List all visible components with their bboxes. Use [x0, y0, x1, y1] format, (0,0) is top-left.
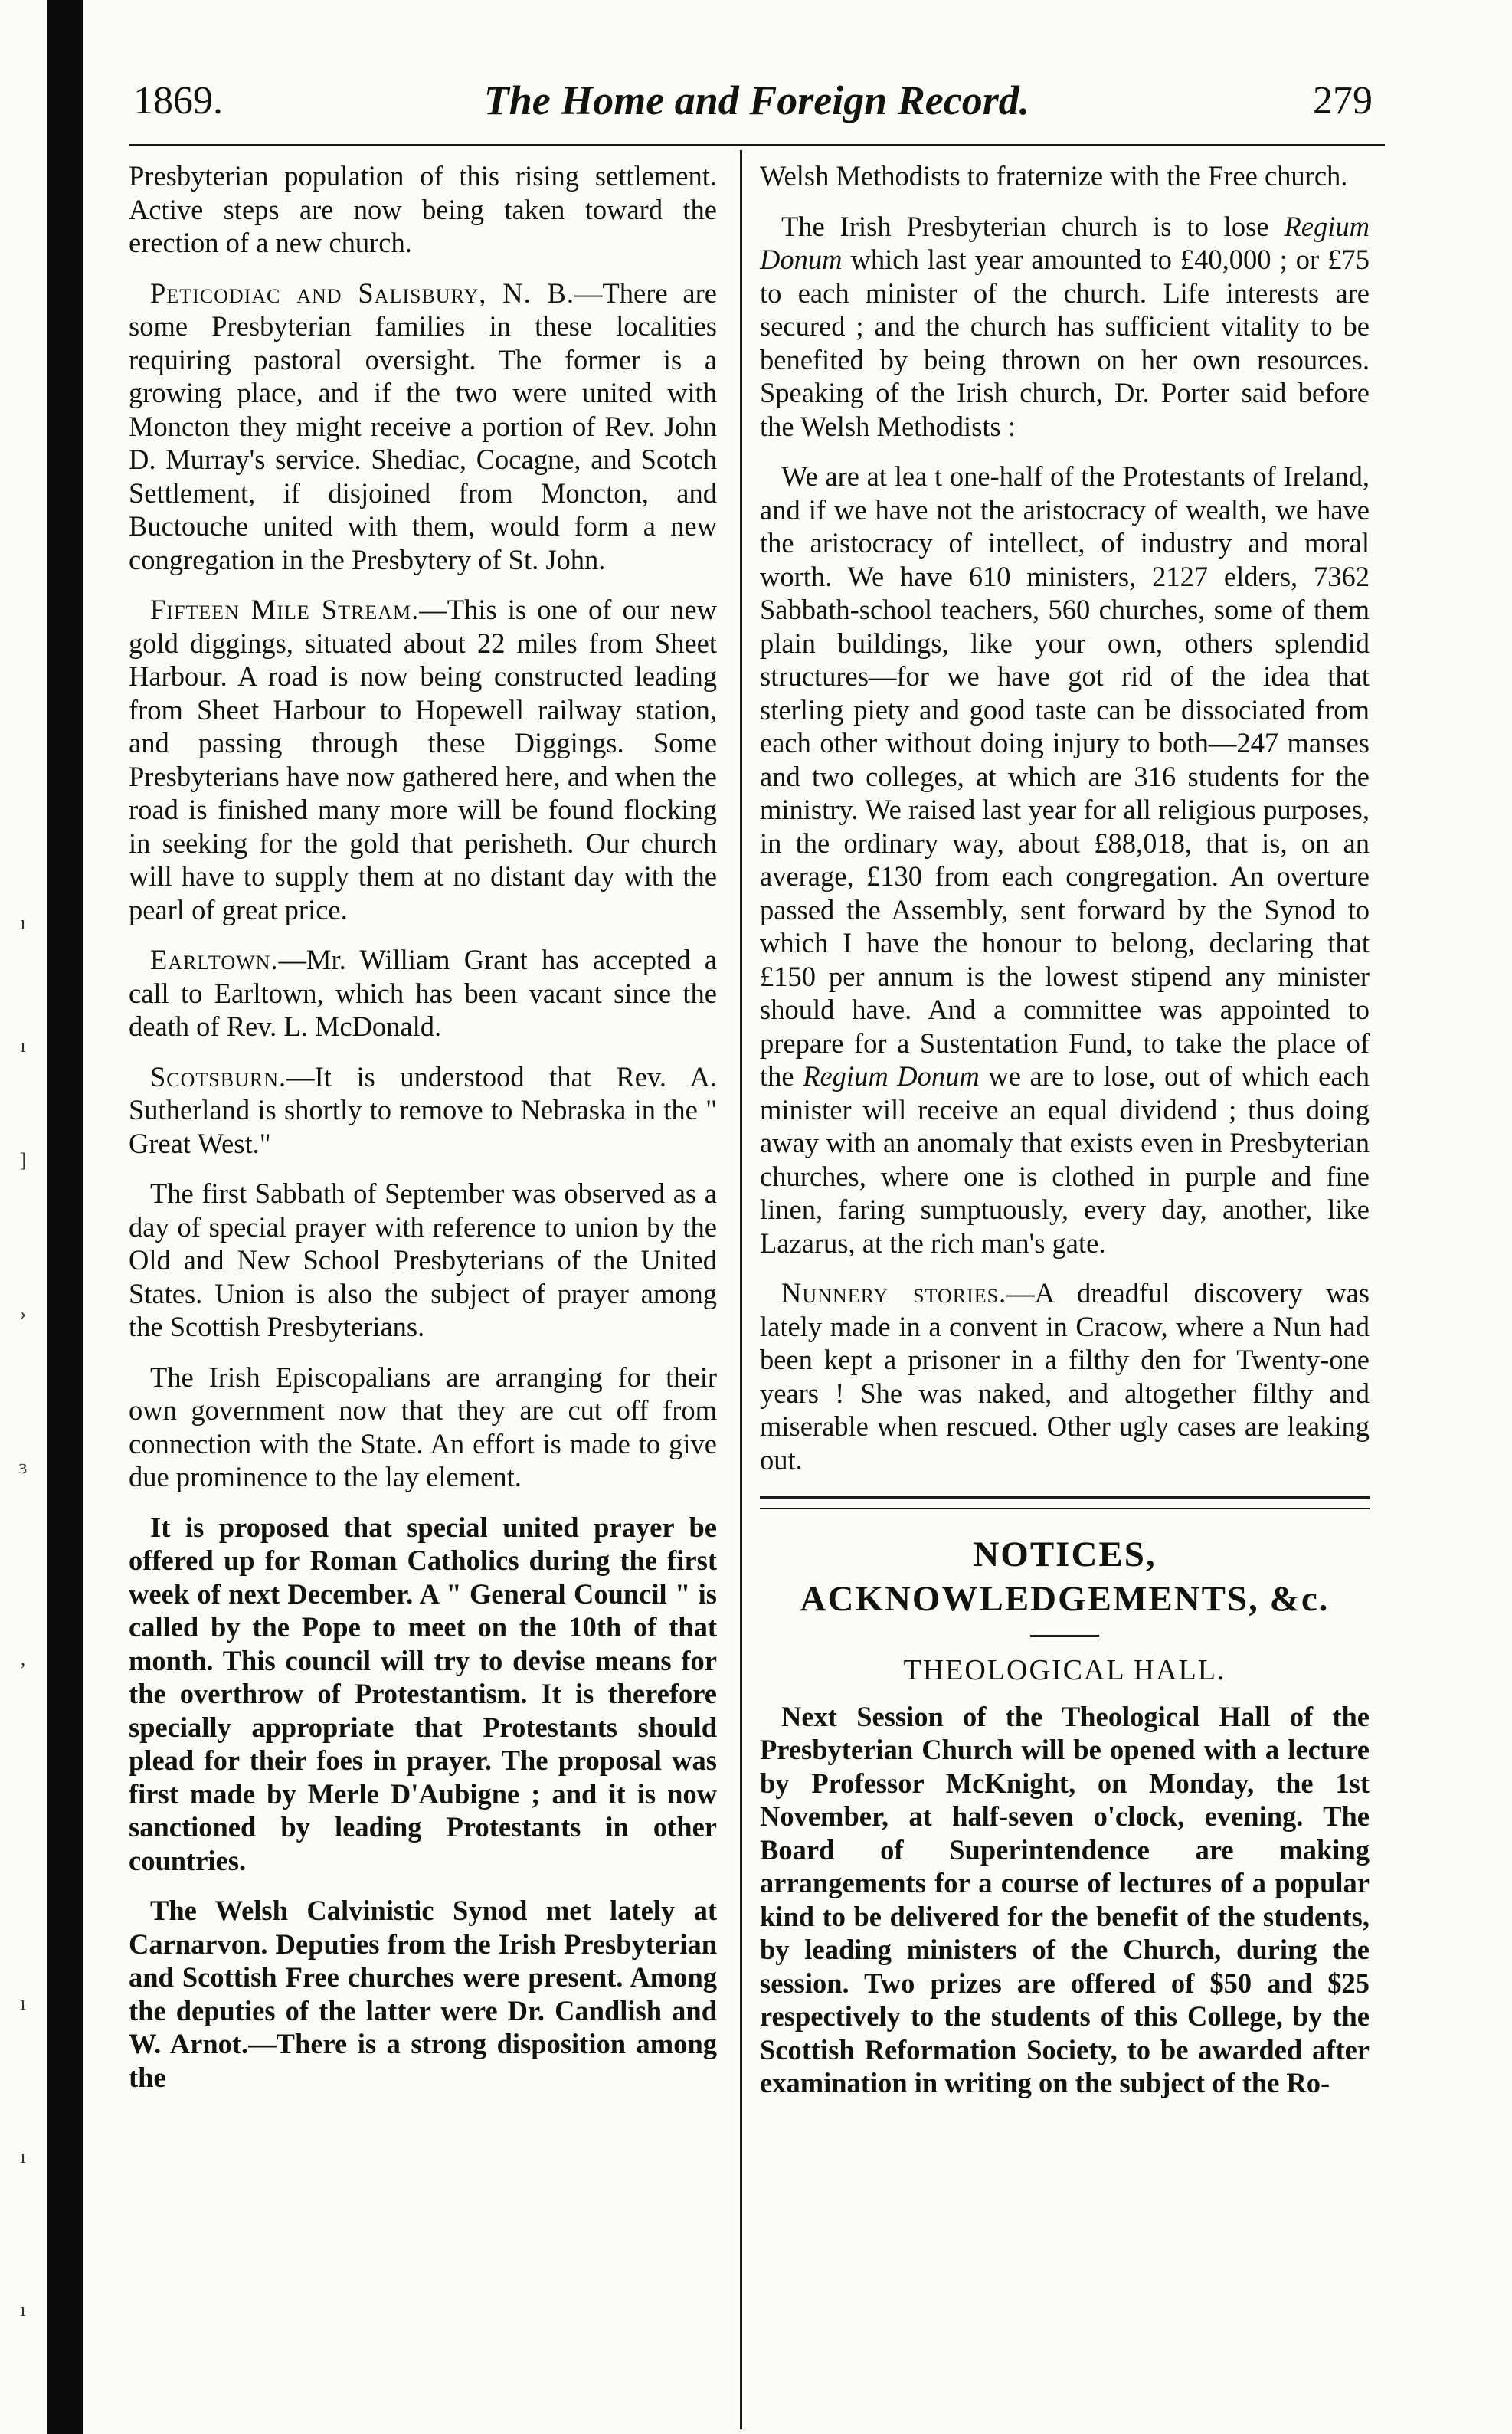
- paragraph-text: —This is one of our new gold diggings, situated about 22 miles from Sheet Harbour. A road is now being constructed leading from Sheet Harbour to Hopewell railway station, and passing through these Diggings. Some Presbyterians have now gathered here, and when the road is finished many more will be found flocking in seeking for the gold that perisheth. Our church will have to supply them at no distant day with the pearl of great price.: [129, 594, 717, 925]
- right-column: [760, 159, 1370, 2117]
- paragraph-text: —There are some Presbyterian families in these localities requiring pastoral oversight. The former is a growing place, and if the two were united with Moncton they might receive a portion of Rev. John D. Murray's service. Shediac, Cocagne, and Scotch Settlement, if disjoined from Moncton, and Buctouche united with them, would form a new congregation in the Presbytery of St. John.: [129, 277, 717, 575]
- section-heading: Scotsburn.: [150, 1060, 287, 1093]
- article-paragraph: The Welsh Calvinistic Synod met lately at Carnarvon. Deputies from the Irish Presbyterian and Scottish Free churches were present. Among the deputies of the latter were Dr. Candlish and W. Arnot.—There is a strong disposition among the: [129, 1895, 717, 2093]
- header-year: 1869.: [133, 79, 223, 123]
- paragraph-text: which last year amounted to £40,000 ; or £75 to each minister of the church. Life interests are secured ; and the church has sufficient vitality to be benefited by being thrown on her own resources. Speaking of the Irish church, Dr. Porter said before the Welsh Methodists :: [760, 244, 1370, 442]
- notices-heading: NOTICES, ACKNOWLEDGEMENTS, &c.: [800, 1535, 1330, 1619]
- article-paragraph: Presbyterian population of this rising settlement. Active steps are now being taken toward the erection of a new church.: [129, 160, 717, 258]
- section-heading: Earltown.: [150, 944, 279, 975]
- article-paragraph: [760, 1276, 1370, 1476]
- article-paragraph: [129, 277, 717, 577]
- quoted-paragraph: [760, 460, 1370, 1260]
- theological-hall-heading: THEOLOGICAL HALL.: [903, 1654, 1226, 1686]
- binding-strip: [47, 0, 83, 2434]
- article-paragraph: Next Session of the Theological Hall of the Presbyterian Church will be opened with a lecture by Professor McKnight, on Monday, the 1st November, at half-seven o'clock, evening. The Board of Superintendence are making arrangements for a course of lectures of a popular kind to be delivered for the benefit of the students, by leading ministers of the Church, during the session. Two prizes are offered of $50 and $25 respectively to the students of this College, by the Scottish Reformation Society, to be awarded after examination in writing on the subject of the Ro-: [760, 1700, 1370, 2098]
- italic-term: Regium Donum: [803, 1060, 980, 1092]
- article-paragraph: [129, 1060, 717, 1161]
- left-column: [129, 159, 717, 2111]
- paragraph-text: —Mr. William Grant has accepted a call to Earltown, which has been vacant since the death of Rev. L. McDonald.: [129, 944, 717, 1042]
- italic-term: Regium Donum: [760, 210, 1370, 275]
- article-paragraph: [129, 943, 717, 1043]
- short-rule: [1030, 1635, 1099, 1637]
- page-header: [129, 77, 1385, 138]
- article-paragraph: The Irish Episcopalians are arranging for their own government now that they are cut off from connection with the State. An effort is made to give due prominence to the lay element.: [129, 1361, 717, 1492]
- section-heading: Peticodiac and Salisbury, N. B.: [150, 277, 574, 309]
- paragraph-text: We are at lea t one-half of the Protestants of Ireland, and if we have not the aristocracy of wealth, we have the aristocracy of intellect, of industry and moral worth. We have 610 ministers, 2127 elders, 7362 Sabbath-school teachers, 560 churches, some of them plain buildings, like your own, others splendid structures—for we have got rid of the idea that sterling piety and good taste can be dissociated from each other without doing injury to both—247 manses and two colleges, at which are 316 students for the ministry. We raised last year for all religious purposes, in the ordinary way, about £88,018, that is, on an average, £130 from each congregation. An overture passed the Assembly, sent forward by the Synod to which I have the honour to belong, declaring that £150 per annum is the lowest stipend any minister should have. And a committee was appointed to prepare for a Sustentation Fund, to take the place of the: [760, 460, 1370, 1092]
- article-paragraph: [129, 593, 717, 926]
- paragraph-text: The Irish Presbyterian church is to lose: [781, 210, 1285, 242]
- page-number: 279: [1313, 79, 1373, 123]
- article-paragraph: It is proposed that special united prayer be offered up for Roman Catholics during the first week of next December. A " General Council " is called by the Pope to meet on the 10th of that month. This council will try to devise means for the overthrow of Protestantism. It is therefore specially appropriate that Protestants should plead for their foes in prayer. The proposal was first made by Merle D'Aubigne ; and it is now sanctioned by leading Protestants in other countries.: [129, 1511, 717, 1876]
- margin-scan-marks: ı ı ] › ɜ , ı ı ı: [18, 912, 28, 2321]
- paragraph-text: —A dreadful discovery was lately made in a convent in Cracow, where a Nun had been kept a prisoner in a filthy den for Twenty-one years ! She was naked, and altogether filthy and miserable when rescued. Other ugly cases are leaking out.: [760, 1277, 1370, 1476]
- section-heading: Fifteen Mile Stream.: [150, 594, 420, 625]
- header-rule: [129, 144, 1385, 146]
- paragraph-text: we are to lose, out of which each minister will receive an equal dividend ; thus doing away with an anomaly that exists even in Presbyterian churches, where one is clothed in purple and fine linen, faring sumptuously, every day, another, like Lazarus, at the rich man's gate.: [760, 1060, 1370, 1259]
- paragraph-text: —It is understood that Rev. A. Sutherland is shortly to remove to Nebraska in the " Great West.": [129, 1060, 717, 1159]
- header-title: The Home and Foreign Record.: [483, 77, 1030, 123]
- column-divider: [740, 150, 742, 2429]
- section-divider: [760, 1496, 1370, 1509]
- article-paragraph: [760, 210, 1370, 444]
- article-paragraph: The first Sabbath of September was observed as a day of special prayer with reference to union by the Old and New School Presbyterians of the United States. Union is also the subject of prayer among the Scottish Presbyterians.: [129, 1178, 717, 1342]
- article-paragraph: Welsh Methodists to fraternize with the Free church.: [760, 160, 1348, 192]
- section-heading: Nunnery stories.: [781, 1277, 1007, 1309]
